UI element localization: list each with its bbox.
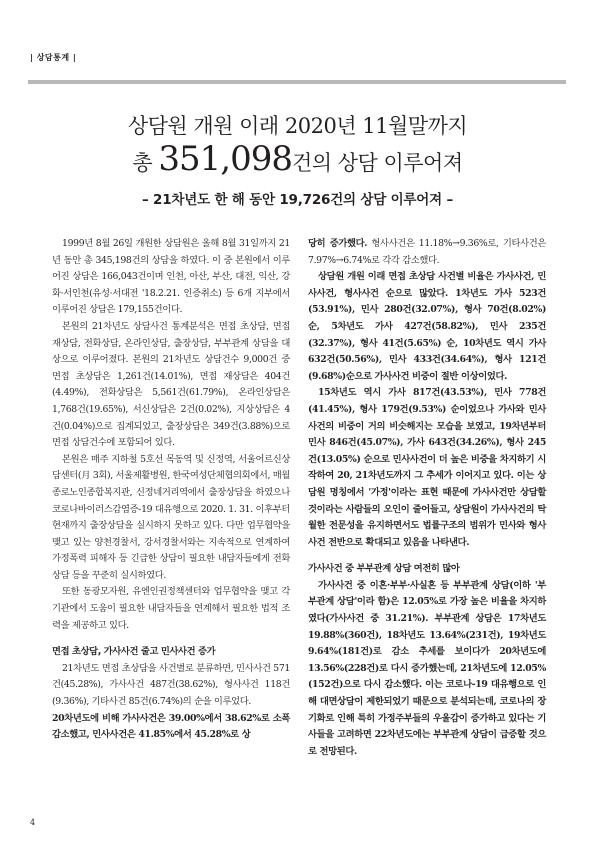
title-total-count: 351,098 [158, 139, 292, 179]
title-line-1: 상담원 개원 이래 2020년 11월말까지 [127, 114, 468, 138]
paragraph [308, 236, 546, 269]
page-number: 4 [30, 818, 36, 827]
paragraph: 21차년도 면접 초상담을 사건별로 분류하면, 민사사건 571건(45.28%), 가사사건 487건(38.62%), 형사사건 118건(9.36%), 기타사건 85건(6.74%)의 순을 이루었다. [52, 662, 290, 708]
right-column [308, 236, 546, 760]
bold-text: 당히 증가했다. [308, 238, 368, 249]
left-column [52, 236, 290, 744]
subtitle: – 21차년도 한 해 동안 19,726건의 상담 이루어져 – [142, 192, 453, 208]
paragraph: 본원은 매주 지하철 5호선 목동역 및 신정역, 서울어르신상담센터(月 3회), 서울제활병원, 한국여성단체협의회에서, 매월 종로노인종합복지관, 신정네거리역에서 출장상담을 하였으나 코로나바이러스감염증-19 대유행으로 2020. 1. 31. 이후부터 현재까지 출장상담을 실시하지 못하고 있다. 다만 업무협약을 맺고 있는 양천경찰서, 강서경찰서와는 지속적으로 연계하여 가정폭력 피해자 등 긴급한 상담이 필요한 내담자들에게 전화상담 등을 꾸준히 실시하였다. [52, 453, 290, 581]
section-heading: 가사사건 중 부부관계 상담 여전히 많아 [308, 563, 460, 575]
paragraph: 본원의 21차년도 상담사건 통계분석은 면접 초상담, 면접 재상담, 전화상담, 온라인상담, 출장상담, 부부관계 상담을 대상으로 이루어졌다. 본원의 21차년도 상담건수 9,000건 중 면접 초상담은 1,261건(14.01%), 면접 재상담은 404건(4.49%), 전화상담은 5,561건(61.79%), 온라인상담은 1,768건(19.65%), 서신상담은 2건(0.02%), 지상상담은 4건(0.04%)으로 집계되었고, 출장상담은 349건(3.88%)으로 면접 상담건수에 포함되어 있다. [52, 320, 290, 449]
title-prefix: 총 [132, 151, 159, 175]
paragraph-text: 형사사건은 11.18%→9.36%로, 기타사건은 7.97%→6.74%로 각각 감소했다. [308, 238, 546, 266]
paragraph: 1999년 8월 26일 개원한 상담원은 올해 8월 31일까지 21년 동안 총 345,198건의 상담을 하였다. 이 중 본원에서 이루어진 상담은 166,043건이며 인천, 아산, 부산, 대전, 익산, 강화·서인천(유성·서대전 '18.2.21. 인증취소) 등 6개 지부에서 이루어진 상담은 179,155건이다. [52, 238, 290, 316]
section-heading: 면접 초상담, 가사사건 줄고 민사사건 증가 [52, 646, 216, 658]
title-suffix: 건의 상담 이루어져 [291, 151, 463, 175]
bold-text: 15차년도 역시 가사 817건(43.53%), 민사 778건(41.45%), 형사 179건(9.53%) 순이었으나 가사와 민사사건의 비중이 거의 비슷해지는 모습을 보였고, 19차년부터 민사 846건(45.07%), 가사 643건(34.26%), 형사 245건(13.05%) 순으로 민사사건이 더 높은 비중을 차지하기 시작하여 20, 21차년도까지 그 추세가 이어지고 있다. 이는 상담원 명칭에서 '가정'이라는 표현 때문에 가사사건만 상담할 것이라는 사람들의 오인이 줄어들고, 상담원이 가사사건의 탁월한 전문성을 유지하면서도 법률구조의 범위가 민사와 형사사건 전반으로 확대되고 있음을 나타낸다. [308, 387, 546, 548]
bold-text: 20차년도에 비해 가사사건은 39.00%에서 38.62%로 소폭 감소했고, 민사사건은 41.85%에서 45.28%로 상 [52, 712, 290, 741]
bold-text: 상담원 개원 이래 면접 초상담 사건별 비율은 가사사건, 민사사건, 형사사건 순으로 많았다. 1차년도 가사 523건(53.91%), 민사 280건(32.07%), 형사 70건(8.02%) 순, 5차년도 가사 427건(58.82%), 민사 235건(32.37%), 형사 41건(5.65%) 순, 10차년도 역시 가사 632건(50.56%), 민사 433건(34.64%), 형사 121건(9.68%)순으로 가사사건 비중이 절반 이상이었다. [308, 271, 546, 382]
header-rule [28, 80, 566, 84]
bold-text: 가사사건 중 이혼·부부·사실혼 등 부부관계 상담(이하 '부부관계 상담'이라 함)은 12.05%로 가장 높은 비율을 차지하였다(가사사건 중 31.21%). 부부관계 상담은 17차년도 19.88%(360건), 18차년도 13.64%(231건), 19차년도 9.64%(181건)로 감소 추세를 보이다가 20차년도에 13.56%(228건)로 다시 증가했는데, 21차년도에 12.05%(152건)으로 다시 감소했다. 이는 코로나-19 대유행으로 인해 대면상담이 제한되었기 때문으로 분석되는데, 코로나의 장기화로 인해 특히 가정주부들의 우울감이 증가하고 있다는 기사들을 고려하면 22차년도에는 부부관계 상담이 급증할 것으로 전망된다. [308, 579, 546, 757]
paragraph-bold [308, 578, 546, 761]
paragraph-bold [52, 711, 290, 744]
paragraph: 또한 동광모자원, 유엔인권정책센터와 업무협약을 맺고 각 기관에서 도움이 필요한 내담자들을 연계해서 필요한 법적 조력을 제공하고 있다. [52, 586, 290, 631]
paragraph-bold [308, 269, 546, 385]
section-tag: | 상담통계 | [30, 53, 77, 62]
title-line-2 [0, 138, 595, 184]
paragraph-bold [308, 385, 546, 551]
